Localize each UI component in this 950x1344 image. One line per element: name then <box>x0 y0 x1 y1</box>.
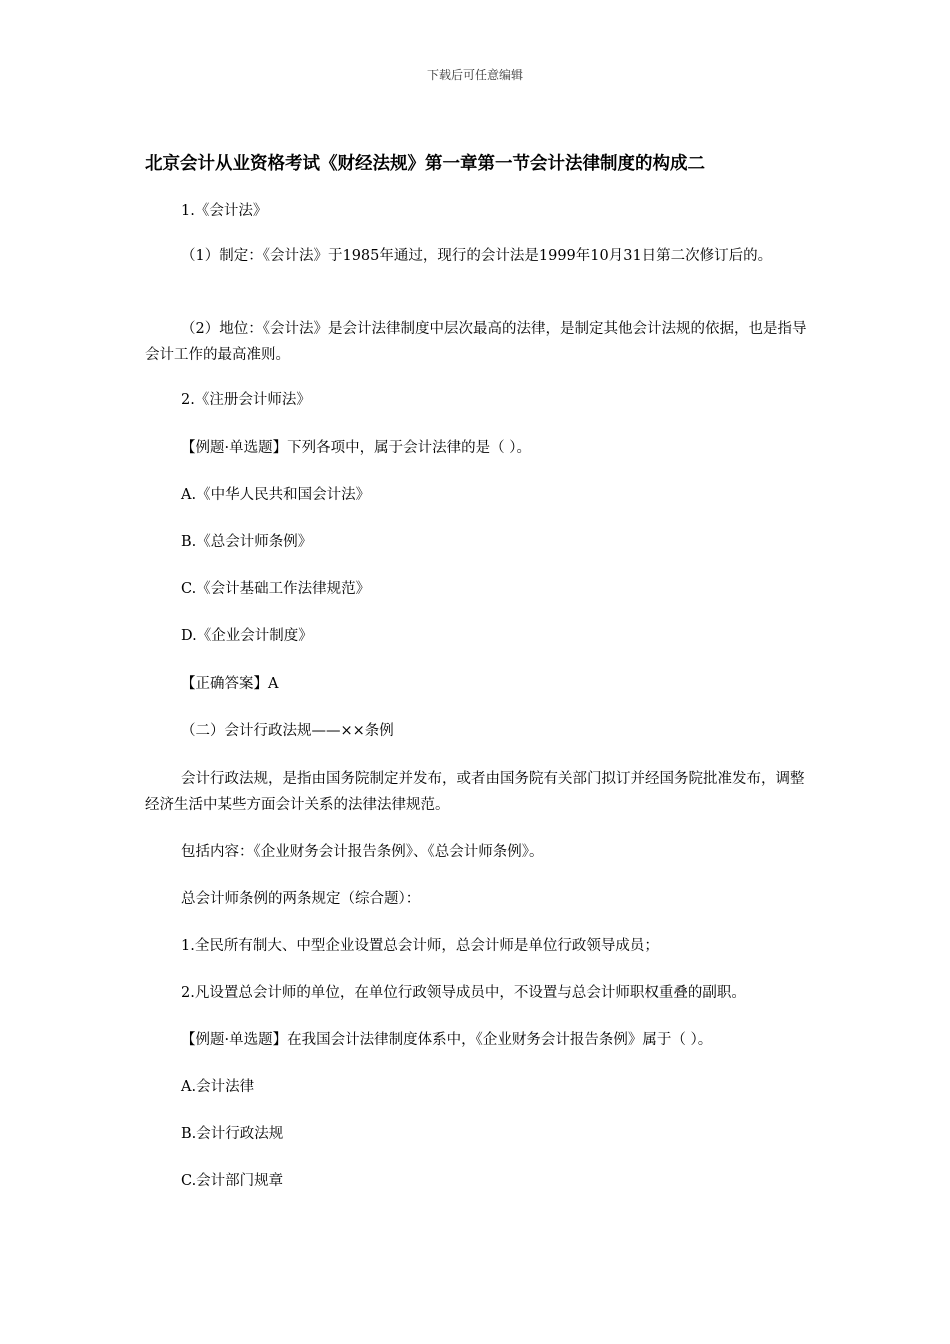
paragraph-heading-cpa-law: 2.《注册会计师法》 <box>181 392 311 408</box>
question-2-option-b: B.会计行政法规 <box>181 1126 284 1142</box>
paragraph-enactment: （1）制定：《会计法》于1985年通过，现行的会计法是1999年10月31日第二次修订后的。 <box>181 248 773 264</box>
question-2-option-c: C.会计部门规章 <box>181 1173 284 1189</box>
question-1-option-d: D.《企业会计制度》 <box>181 628 313 644</box>
rule-1: 1.全民所有制大、中型企业设置总会计师，总会计师是单位行政领导成员； <box>181 938 659 954</box>
question-1-option-a: A.《中华人民共和国会计法》 <box>181 487 371 503</box>
question-2-option-a: A.会计法律 <box>181 1079 255 1095</box>
paragraph-heading-accounting-law: 1.《会计法》 <box>181 203 268 219</box>
download-note: 下载后可任意编辑 <box>426 68 523 82</box>
section-heading-administrative-regulations: （二）会计行政法规——××条例 <box>181 723 394 739</box>
question-2-stem: 【例题·单选题】在我国会计法律制度体系中，《企业财务会计报告条例》属于（ ）。 <box>181 1032 713 1048</box>
paragraph-contents: 包括内容：《企业财务会计报告条例》、《总会计师条例》。 <box>181 844 544 860</box>
question-1-option-c: C.《会计基础工作法律规范》 <box>181 581 371 597</box>
question-1-stem: 【例题·单选题】下列各项中，属于会计法律的是（ ）。 <box>181 440 531 456</box>
paragraph-two-rules: 总会计师条例的两条规定（综合题）： <box>181 891 421 907</box>
question-1-option-b: B.《总会计师条例》 <box>181 534 313 550</box>
document-title: 北京会计从业资格考试《财经法规》第一章第一节会计法律制度的构成二 <box>145 154 705 174</box>
paragraph-status: （2）地位：《会计法》是会计法律制度中层次最高的法律，是制定其他会计法规的依据，也是指导会计工作的最高准则。 <box>145 321 807 363</box>
rule-2: 2.凡设置总会计师的单位，在单位行政领导成员中，不设置与总会计师职权重叠的副职。 <box>181 985 746 1001</box>
paragraph-definition: 会计行政法规，是指由国务院制定并发布，或者由国务院有关部门拟订并经国务院批准发布，调整经济生活中某些方面会计关系的法律法律规范。 <box>145 771 805 813</box>
question-1-answer: 【正确答案】A <box>181 676 279 692</box>
